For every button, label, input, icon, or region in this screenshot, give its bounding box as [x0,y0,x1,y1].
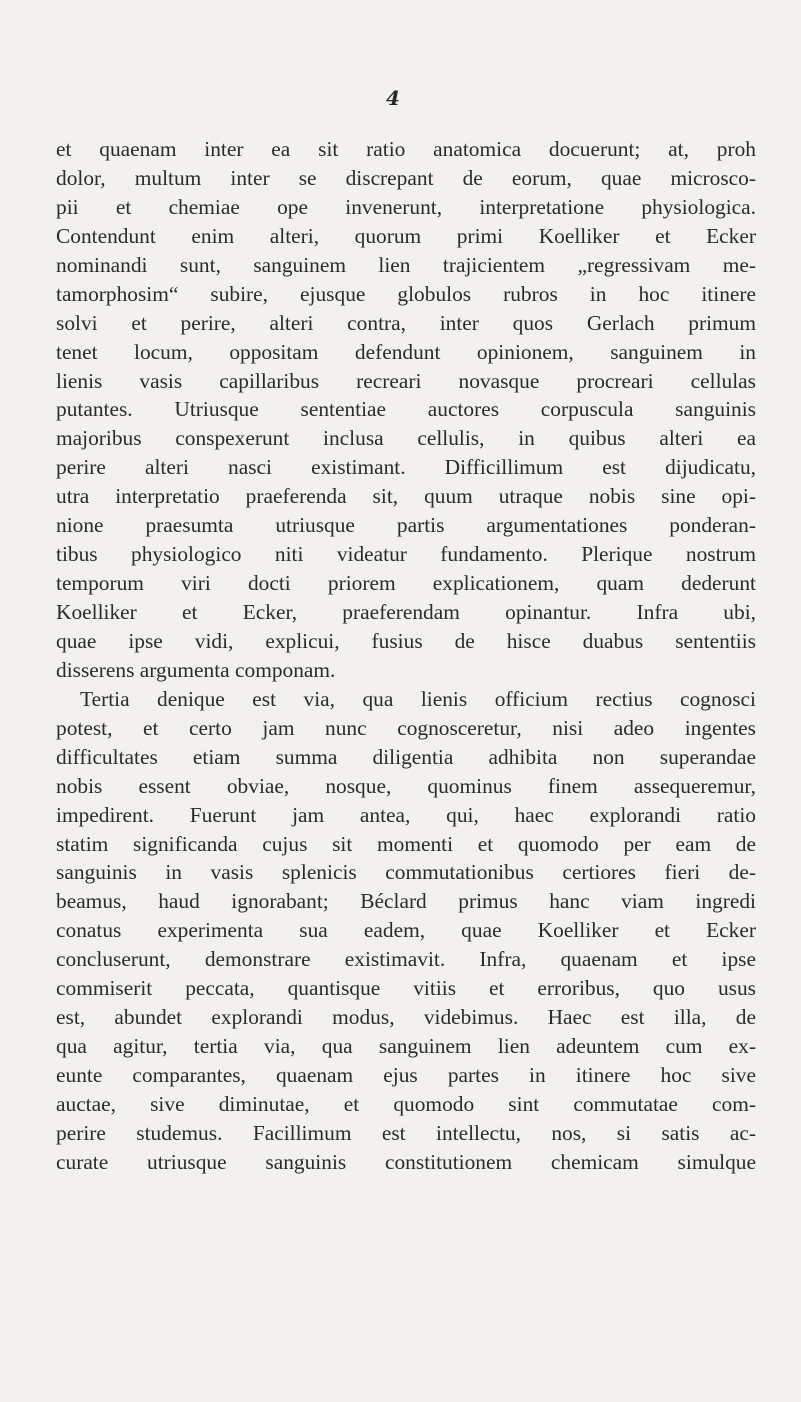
page-number: 4 [386,86,400,110]
text-line: tenet locum, oppositam defendunt opinionem, sanguinem in [56,339,756,364]
text-line: utra interpretatio praeferenda sit, quum utraque nobis sine opi- [56,484,756,509]
text-line: dolor, multum inter se discrepant de eorum, quae microsco- [56,165,756,190]
text-line: Koelliker et Ecker, praeferendam opinantur. Infra ubi, [56,600,756,624]
text-line: lienis vasis capillaribus recreari novasque procreari cellulas [56,368,756,393]
text-line: difficultates etiam summa diligentia adhibita non superandae [56,744,756,769]
text-line: eunte comparantes, quaenam ejus partes in itinere hoc sive [56,1063,756,1087]
text-line: sanguinis in vasis splenicis commutationibus certiores fieri de- [56,860,756,885]
text-line: statim significanda cujus sit momenti et quomodo per eam de [56,831,756,856]
text-line: conatus experimenta sua eadem, quae Koelliker et Ecker [56,918,756,943]
text-line: est, abundet explorandi modus, videbimus. Haec est illa, de [56,1005,756,1030]
text-line: pii et chemiae ope invenerunt, interpretatione physiologica. [56,194,756,219]
text-line: perire alteri nasci existimant. Difficillimum est dijudicatu, [56,455,756,480]
text-line: Tertia denique est via, qua lienis officium rectius cognosci [80,686,756,711]
text-line: putantes. Utriusque sententiae auctores corpuscula sanguinis [56,397,756,422]
text-line: quae ipse vidi, explicui, fusius de hisce duabus sententiis [56,628,756,653]
text-line: curate utriusque sanguinis constitutionem chemicam simulque [56,1149,756,1174]
text-line: nominandi sunt, sanguinem lien trajicientem „regressivam me- [56,252,756,277]
text-line: beamus, haud ignorabant; Béclard primus hanc viam ingredi [56,889,756,914]
text-line: majoribus conspexerunt inclusa cellulis, in quibus alteri ea [56,426,756,451]
text-line: temporum viri docti priorem explicationem, quam dederunt [56,571,756,596]
text-line: impedirent. Fuerunt jam antea, qui, haec explorandi ratio [56,802,756,827]
body-text [56,135,756,1177]
text-line: commiserit peccata, quantisque vitiis et erroribus, quo usus [56,976,756,1001]
text-line: nione praesumta utriusque partis argumentationes ponderan- [56,513,756,538]
text-line: nobis essent obviae, nosque, quominus finem assequeremur, [56,773,756,798]
text-line: disserens argumenta componam. [56,657,336,682]
text-line: solvi et perire, alteri contra, inter quos Gerlach primum [56,310,756,335]
text-line: Contendunt enim alteri, quorum primi Koelliker et Ecker [56,223,756,248]
text-line: perire studemus. Facillimum est intellectu, nos, si satis ac- [56,1120,756,1145]
text-line: concluserunt, demonstrare existimavit. Infra, quaenam et ipse [56,947,756,972]
text-line: auctae, sive diminutae, et quomodo sint commutatae com- [56,1091,756,1116]
text-line: et quaenam inter ea sit ratio anatomica docuerunt; at, proh [56,137,756,161]
text-line: tamorphosim“ subire, ejusque globulos rubros in hoc itinere [56,281,756,306]
text-line: qua agitur, tertia via, qua sanguinem lien adeuntem cum ex- [56,1034,756,1059]
text-line: potest, et certo jam nunc cognosceretur, nisi adeo ingentes [56,715,756,740]
text-line: tibus physiologico niti videatur fundamento. Plerique nostrum [56,542,756,567]
